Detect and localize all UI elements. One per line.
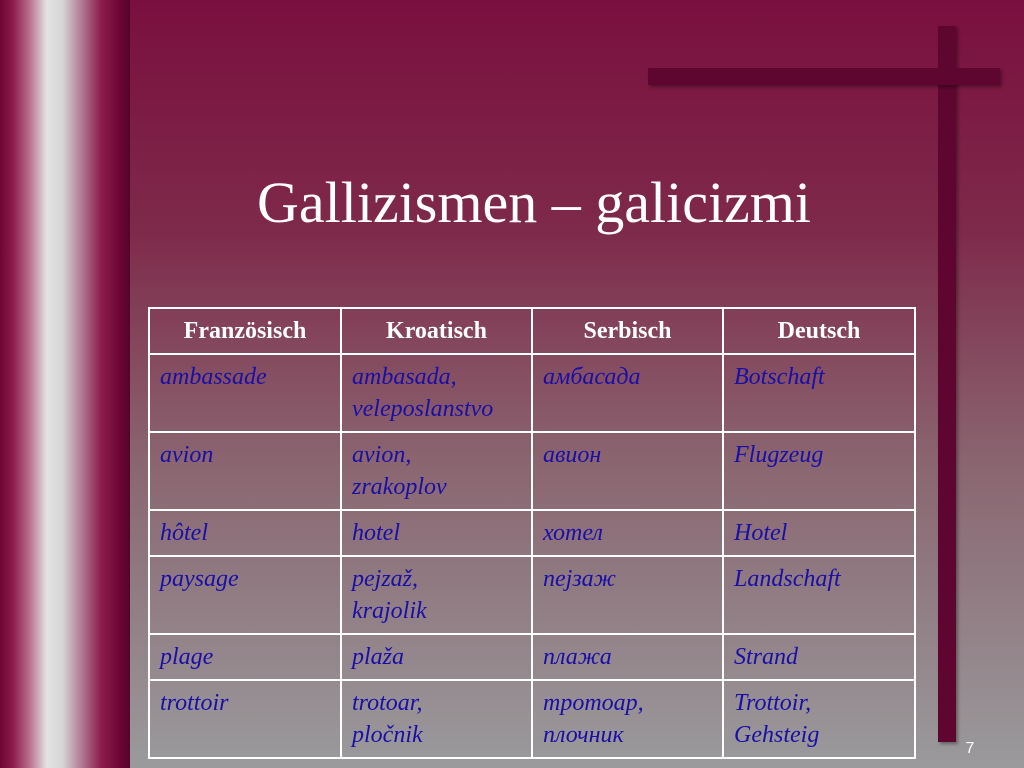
cell-croatian	[341, 510, 532, 556]
cell-text: Strand	[734, 644, 799, 670]
cell-text: Trottoir,	[734, 690, 812, 716]
cell-croatian	[341, 680, 532, 758]
cell-german	[723, 634, 915, 680]
cell-french	[149, 634, 341, 680]
cell-text: veleposlanstvo	[352, 396, 494, 422]
cell-german	[723, 680, 915, 758]
cell-text: пејзаж	[543, 566, 617, 592]
cell-text: амбасада	[543, 364, 641, 390]
cell-text: тротоар,	[543, 690, 644, 716]
table-row	[149, 680, 915, 758]
cell-text: hôtel	[160, 520, 208, 546]
column-header-croatian: Kroatisch	[341, 308, 532, 354]
cell-french	[149, 510, 341, 556]
cell-text: hotel	[352, 520, 400, 546]
cell-text: плочник	[543, 722, 624, 748]
table-header-row	[149, 308, 915, 354]
cell-german	[723, 556, 915, 634]
table-row	[149, 510, 915, 556]
cell-croatian	[341, 556, 532, 634]
cell-text: Hotel	[734, 520, 788, 546]
cell-serbian	[532, 354, 723, 432]
decorative-cross-vertical-bar	[938, 26, 956, 742]
cell-text: Landschaft	[734, 566, 841, 592]
table-row	[149, 354, 915, 432]
cell-text: trottoir	[160, 690, 229, 716]
cell-serbian	[532, 432, 723, 510]
cell-serbian	[532, 634, 723, 680]
table-row	[149, 432, 915, 510]
cell-serbian	[532, 556, 723, 634]
cell-text: krajolik	[352, 598, 427, 624]
decorative-left-pillar	[0, 0, 130, 768]
table-row	[149, 556, 915, 634]
cell-french	[149, 354, 341, 432]
cell-german	[723, 354, 915, 432]
cell-text: Gehsteig	[734, 722, 820, 748]
cell-serbian	[532, 680, 723, 758]
cell-croatian	[341, 432, 532, 510]
column-header-french: Französisch	[149, 308, 341, 354]
cell-text: ambasada,	[352, 364, 457, 390]
cell-french	[149, 680, 341, 758]
cell-german	[723, 432, 915, 510]
column-header-german: Deutsch	[723, 308, 915, 354]
cell-text: zrakoplov	[352, 474, 447, 500]
slide-title: Gallizismen – galicizmi	[256, 170, 812, 235]
cell-text: авион	[543, 442, 602, 468]
cell-croatian	[341, 354, 532, 432]
cell-text: plaža	[352, 644, 405, 670]
decorative-cross-horizontal-bar	[648, 68, 1000, 85]
cell-text: Botschaft	[734, 364, 825, 390]
column-header-serbian: Serbisch	[532, 308, 723, 354]
table-row	[149, 634, 915, 680]
cell-serbian	[532, 510, 723, 556]
cell-french	[149, 556, 341, 634]
cell-text: plage	[160, 644, 214, 670]
cell-text: pejzaž,	[352, 566, 418, 592]
cell-text: avion,	[352, 442, 412, 468]
cell-text: trotoar,	[352, 690, 423, 716]
cell-text: хотел	[543, 520, 603, 546]
page-number: 7	[965, 740, 975, 757]
cell-french	[149, 432, 341, 510]
cell-german	[723, 510, 915, 556]
cell-croatian	[341, 634, 532, 680]
cell-text: плажа	[543, 644, 612, 670]
vocabulary-table	[148, 307, 916, 759]
cell-text: paysage	[160, 566, 239, 592]
cell-text: ambassade	[160, 364, 267, 390]
cell-text: pločnik	[352, 722, 423, 748]
cell-text: avion	[160, 442, 214, 468]
cell-text: Flugzeug	[734, 442, 824, 468]
